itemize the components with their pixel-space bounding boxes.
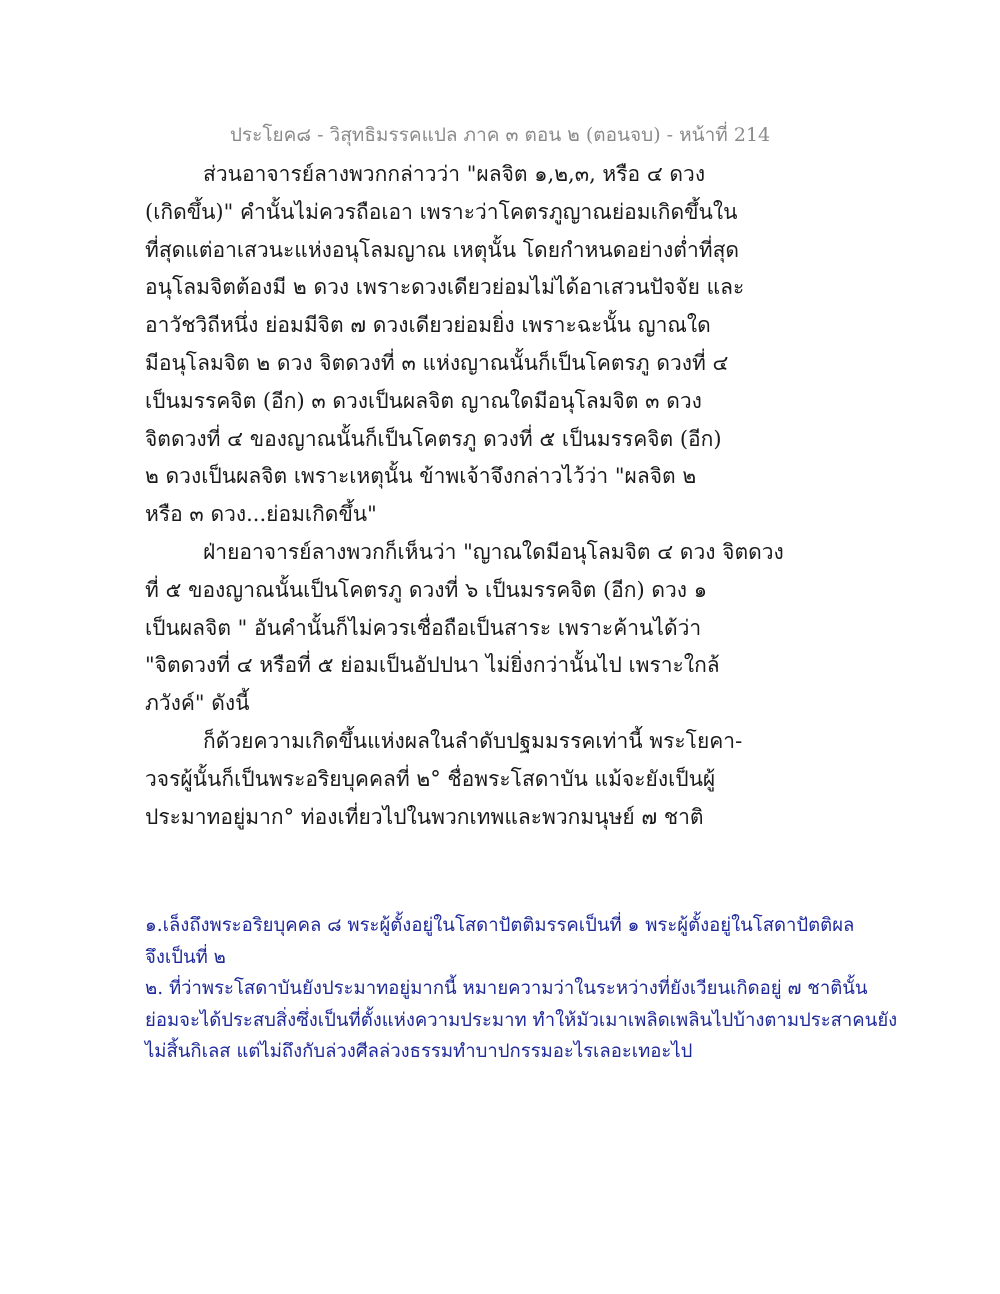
footnote-line: ไม่สิ้นกิเลส แต่ไม่ถึงกับล่วงศีลล่วงธรรมทำบาปกรรมอะไรเลอะเทอะไป [145, 1041, 693, 1062]
text-line: หรือ ๓ ดวง...ย่อมเกิดขึ้น" [145, 502, 377, 527]
text-line: วจรผู้นั้นก็เป็นพระอริยบุคคลที่ ๒° ชื่อพระโสดาบัน แม้จะยังเป็นผู้ [145, 766, 716, 791]
text-line: มีอนุโลมจิต ๒ ดวง จิตดวงที่ ๓ แห่งญาณนั้นก็เป็นโคตรภู ดวงที่ ๔ [145, 350, 729, 375]
text-line: ฝ่ายอาจารย์ลางพวกก็เห็นว่า "ญาณใดมีอนุโลมจิต ๔ ดวง จิตดวง [203, 539, 784, 564]
text-line: (เกิดขึ้น)" คำนั้นไม่ควรถือเอา เพราะว่าโคตรภูญาณย่อมเกิดขึ้นใน [145, 199, 738, 224]
text-line: ส่วนอาจารย์ลางพวกกล่าวว่า "ผลจิต ๑,๒,๓, หรือ ๔ ดวง [203, 162, 706, 186]
text-line: อาวัชวิถีหนึ่ง ย่อมมีจิต ๗ ดวงเดียวย่อมยิ่ง เพราะฉะนั้น ญาณใด [145, 313, 711, 338]
footnote-line: ๒. ที่ว่าพระโสดาบันยังประมาทอยู่มากนี้ หมายความว่าในระหว่างที่ยังเวียนเกิดอยู่ ๗ ชาตินั้น [145, 978, 868, 999]
text-line: ที่ ๕ ของญาณนั้นเป็นโคตรภู ดวงที่ ๖ เป็นมรรคจิต (อีก) ดวง ๑ [145, 577, 708, 602]
text-line: ภวังค์" ดังนี้ [145, 691, 250, 716]
main-text [145, 156, 865, 836]
text-line: เป็นผลจิต " อันคำนั้นก็ไม่ควรเชื่อถือเป็นสาระ เพราะค้านได้ว่า [145, 615, 702, 640]
text-line: ที่สุดแต่อาเสวนะแห่งอนุโลมญาณ เหตุนั้น โดยกำหนดอย่างต่ำที่สุด [145, 237, 740, 262]
text-line: "จิตดวงที่ ๔ หรือที่ ๕ ย่อมเป็นอัปปนา ไม่ยิ่งกว่านั้นไป เพราะใกล้ [145, 653, 720, 678]
text-line: อนุโลมจิตต้องมี ๒ ดวง เพราะดวงเดียวย่อมไม่ได้อาเสวนปัจจัย และ [145, 275, 745, 300]
text-line: จิตดวงที่ ๔ ของญาณนั้นก็เป็นโคตรภู ดวงที่ ๕ เป็นมรรคจิต (อีก) [145, 426, 722, 451]
text-line: ก็ด้วยความเกิดขึ้นแห่งผลในลำดับปฐมมรรคเท่านี้ พระโยคา- [203, 728, 743, 753]
footnote-line: จึงเป็นที่ ๒ [145, 946, 226, 968]
footnote-line: ๑.เล็งถึงพระอริยบุคคล ๘ พระผู้ตั้งอยู่ในโสดาปัตติมรรคเป็นที่ ๑ พระผู้ตั้งอยู่ในโสดาปัตติผล [145, 915, 855, 936]
text-line: ประมาทอยู่มาก° ท่องเที่ยวไปในพวกเทพและพวกมนุษย์ ๗ ชาติ [145, 804, 704, 829]
text-line: ๒ ดวงเป็นผลจิต เพราะเหตุนั้น ข้าพเจ้าจึงกล่าวไว้ว่า "ผลจิต ๒ [145, 464, 697, 489]
page-header: ประโยค๘ - วิสุทธิมรรคแปล ภาค ๓ ตอน ๒ (ตอนจบ) - หน้าที่ 214 [229, 124, 771, 146]
footnote-line: ย่อมจะได้ประสบสิ่งซึ่งเป็นที่ตั้งแห่งความประมาท ทำให้มัวเมาเพลิดเพลินไปบ้างตามประสาคนยัง [145, 1009, 898, 1031]
footnotes [145, 910, 898, 1068]
text-line: เป็นมรรคจิต (อีก) ๓ ดวงเป็นผลจิต ญาณใดมีอนุโลมจิต ๓ ดวง [145, 388, 702, 413]
